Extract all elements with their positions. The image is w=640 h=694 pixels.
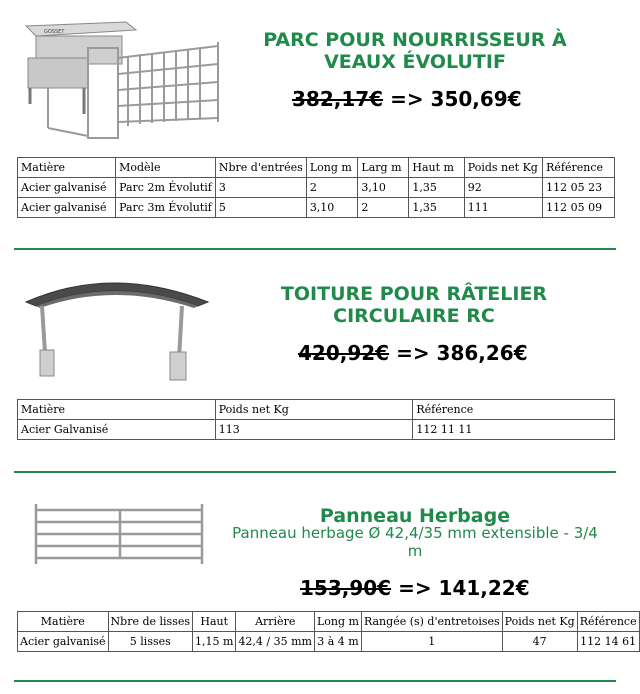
new-price: 350,69€: [430, 87, 522, 111]
table-cell: 1,35: [409, 178, 464, 198]
pasture-gate-panel-image: [30, 500, 208, 568]
table-header-cell: Référence: [413, 400, 615, 420]
price-arrow: =>: [398, 576, 432, 600]
table-cell: Acier galvanisé: [18, 198, 116, 218]
table-header-cell: Arrière: [236, 612, 315, 632]
table-header-cell: Haut: [193, 612, 236, 632]
table-header-row: [18, 400, 615, 420]
price-arrow: =>: [396, 341, 430, 365]
spec-table: [17, 399, 615, 440]
table-header-cell: Référence: [577, 612, 639, 632]
table-header-cell: Poids net Kg: [215, 400, 413, 420]
section-divider: [14, 248, 616, 250]
calf-feeder-pen-image: [18, 18, 238, 146]
spec-table: [17, 611, 640, 652]
old-price: 382,17€: [292, 87, 384, 111]
table-row: [18, 198, 615, 218]
table-cell: 2: [306, 178, 358, 198]
spec-table: [17, 157, 615, 218]
table-header-cell: Long m: [306, 158, 358, 178]
table-header-cell: Poids net Kg: [502, 612, 577, 632]
table-cell: 1,15 m: [193, 632, 236, 652]
table-cell: 5 lisses: [108, 632, 192, 652]
product-price: [298, 341, 528, 365]
table-header-row: [18, 158, 615, 178]
table-header-cell: Matière: [18, 158, 116, 178]
table-cell: Parc 2m Évolutif: [116, 178, 216, 198]
product-price: [300, 576, 530, 600]
table-header-cell: Matière: [18, 612, 109, 632]
table-cell: 113: [215, 420, 413, 440]
product-title: Panneau Herbage: [319, 505, 511, 527]
table-cell: 92: [464, 178, 542, 198]
table-cell: 112 05 09: [543, 198, 615, 218]
table-cell: Acier galvanisé: [18, 178, 116, 198]
table-cell: 3,10: [358, 178, 409, 198]
new-price: 141,22€: [438, 576, 530, 600]
table-cell: 3 à 4 m: [314, 632, 361, 652]
table-row: [18, 420, 615, 440]
table-cell: Parc 3m Évolutif: [116, 198, 216, 218]
price-arrow: =>: [390, 87, 424, 111]
table-header-row: [18, 612, 640, 632]
circular-rack-roof-image: [22, 268, 212, 386]
table-cell: 42,4 / 35 mm: [236, 632, 315, 652]
table-header-cell: Nbre d'entrées: [215, 158, 306, 178]
old-price: 420,92€: [298, 341, 390, 365]
table-cell: 47: [502, 632, 577, 652]
table-cell: 112 14 61: [577, 632, 639, 652]
new-price: 386,26€: [436, 341, 528, 365]
old-price: 153,90€: [300, 576, 392, 600]
table-cell: 5: [215, 198, 306, 218]
table-cell: 3,10: [306, 198, 358, 218]
product-price: [292, 87, 522, 111]
product-title: TOITURE POUR RÂTELIER CIRCULAIRE RC: [280, 283, 548, 327]
table-header-cell: Référence: [543, 158, 615, 178]
product-title: PARC POUR NOURRISSEUR À VEAUX ÉVOLUTIF: [263, 29, 567, 73]
table-row: [18, 178, 615, 198]
table-cell: Acier galvanisé: [18, 632, 109, 652]
table-header-cell: Larg m: [358, 158, 409, 178]
table-cell: 1,35: [409, 198, 464, 218]
table-cell: 3: [215, 178, 306, 198]
table-header-cell: Rangée (s) d'entretoises: [361, 612, 502, 632]
table-header-cell: Nbre de lisses: [108, 612, 192, 632]
table-header-cell: Long m: [314, 612, 361, 632]
table-header-cell: Poids net Kg: [464, 158, 542, 178]
table-cell: 112 05 23: [543, 178, 615, 198]
table-header-cell: Haut m: [409, 158, 464, 178]
table-row: [18, 632, 640, 652]
product-subtitle: Panneau herbage Ø 42,4/35 mm extensible - 3/4 m: [232, 524, 598, 560]
table-cell: Acier Galvanisé: [18, 420, 216, 440]
table-cell: 2: [358, 198, 409, 218]
table-cell: 112 11 11: [413, 420, 615, 440]
table-header-cell: Modèle: [116, 158, 216, 178]
table-header-cell: Matière: [18, 400, 216, 420]
table-cell: 111: [464, 198, 542, 218]
svg-text:GOSSET: GOSSET: [44, 29, 65, 35]
section-divider: [14, 680, 616, 682]
section-divider: [14, 471, 616, 473]
table-cell: 1: [361, 632, 502, 652]
